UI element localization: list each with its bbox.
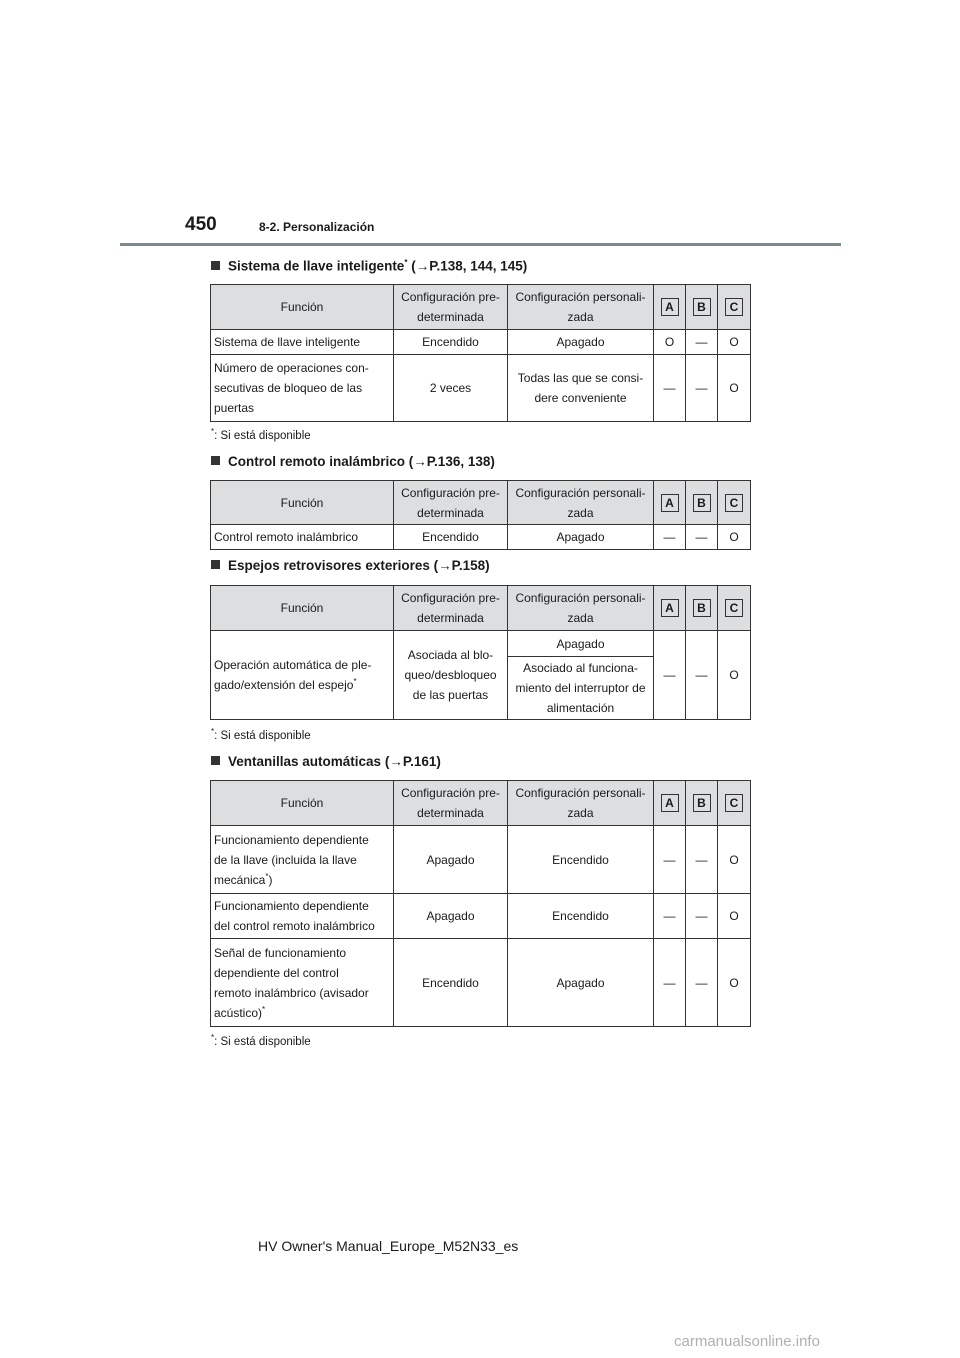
signal-function-cell: Señal de funcionamiento dependiente del control remoto inalámbrico (avisador acústico)*	[211, 939, 394, 1027]
col-b	[686, 781, 718, 826]
watermark: carmanualsonline.info	[674, 1333, 820, 1350]
table-row: Señal de funcionamiento dependiente del control remoto inalámbrico (avisador acústico)* Encendido Apagado — — O	[211, 939, 751, 1027]
col-function: Función	[211, 285, 394, 330]
table-header	[211, 481, 751, 525]
footer-manual-id: HV Owner's Manual_Europe_M52N33_es	[258, 1238, 519, 1254]
table-row: Control remoto inalámbrico Encendido Apagado — — O	[211, 525, 751, 550]
footnote: *: Si está disponible	[211, 427, 311, 442]
col-custom: Configuración personali- zada	[508, 781, 654, 826]
header-rule	[120, 243, 841, 246]
letter-c: C	[725, 298, 743, 316]
col-c	[718, 285, 751, 330]
table-row: Número de operaciones con- secutivas de bloqueo de las puertas 2 veces Todas las que se consi- dere conveniente — — O	[211, 355, 751, 422]
col-c	[718, 481, 751, 525]
heading-mirrors: Espejos retrovisores exteriores (→P.158)	[211, 558, 490, 573]
bullet-square-icon	[211, 261, 220, 270]
letter-b: B	[693, 494, 711, 512]
col-custom: Configuración personali- zada	[508, 481, 654, 525]
heading-power-windows: Ventanillas automáticas (→P.161)	[211, 754, 441, 769]
col-default: Configuración pre- determinada	[394, 285, 508, 330]
table-wireless-remote	[210, 480, 751, 550]
table-header	[211, 781, 751, 826]
letter-b: B	[693, 599, 711, 617]
table-smart-key	[210, 284, 751, 422]
heading-wireless-remote: Control remoto inalámbrico (→P.136, 138)	[211, 454, 495, 469]
col-b	[686, 586, 718, 631]
col-custom: Configuración personali- zada	[508, 586, 654, 631]
page-number: 450	[185, 214, 217, 235]
col-a	[654, 285, 686, 330]
col-a	[654, 781, 686, 826]
letter-c: C	[725, 794, 743, 812]
table-row: Funcionamiento dependiente del control remoto inalámbrico Apagado Encendido — — O	[211, 894, 751, 939]
col-function: Función	[211, 586, 394, 631]
table-header	[211, 285, 751, 330]
col-function: Función	[211, 781, 394, 826]
table-row: Funcionamiento dependiente de la llave (incluida la llave mecánica*) Apagado Encendido — — O	[211, 826, 751, 894]
col-b	[686, 481, 718, 525]
table-mirrors	[210, 585, 751, 720]
mirror-function-cell: Operación automática de ple- gado/extensión del espejo*	[211, 631, 394, 720]
section-title: 8-2. Personalización	[259, 220, 375, 234]
col-function: Función	[211, 481, 394, 525]
table-header	[211, 586, 751, 631]
col-c	[718, 586, 751, 631]
letter-b: B	[693, 794, 711, 812]
letter-a: A	[661, 494, 679, 512]
table-row: Asociado al funciona- miento del interruptor de alimentación	[211, 657, 751, 720]
table-row: Sistema de llave inteligente Encendido Apagado O — O	[211, 330, 751, 355]
letter-a: A	[661, 599, 679, 617]
col-a	[654, 586, 686, 631]
col-default: Configuración pre- determinada	[394, 781, 508, 826]
table-row: Operación automática de ple- gado/extensión del espejo* Asociada al blo- queo/desbloqueo de las puertas Apagado — — O	[211, 631, 751, 657]
bullet-square-icon	[211, 756, 220, 765]
letter-a: A	[661, 298, 679, 316]
letter-b: B	[693, 298, 711, 316]
footnote: *: Si está disponible	[211, 727, 311, 742]
letter-a: A	[661, 794, 679, 812]
key-function-cell: Funcionamiento dependiente de la llave (incluida la llave mecánica*)	[211, 826, 394, 894]
bullet-square-icon	[211, 456, 220, 465]
col-b	[686, 285, 718, 330]
col-default: Configuración pre- determinada	[394, 481, 508, 525]
col-custom: Configuración personali- zada	[508, 285, 654, 330]
heading-smart-key: Sistema de llave inteligente* (→P.138, 144, 145)	[211, 258, 527, 274]
col-c	[718, 781, 751, 826]
table-power-windows	[210, 780, 751, 1027]
bullet-square-icon	[211, 560, 220, 569]
letter-c: C	[725, 599, 743, 617]
col-a	[654, 481, 686, 525]
footnote: *: Si está disponible	[211, 1033, 311, 1048]
letter-c: C	[725, 494, 743, 512]
col-default: Configuración pre- determinada	[394, 586, 508, 631]
